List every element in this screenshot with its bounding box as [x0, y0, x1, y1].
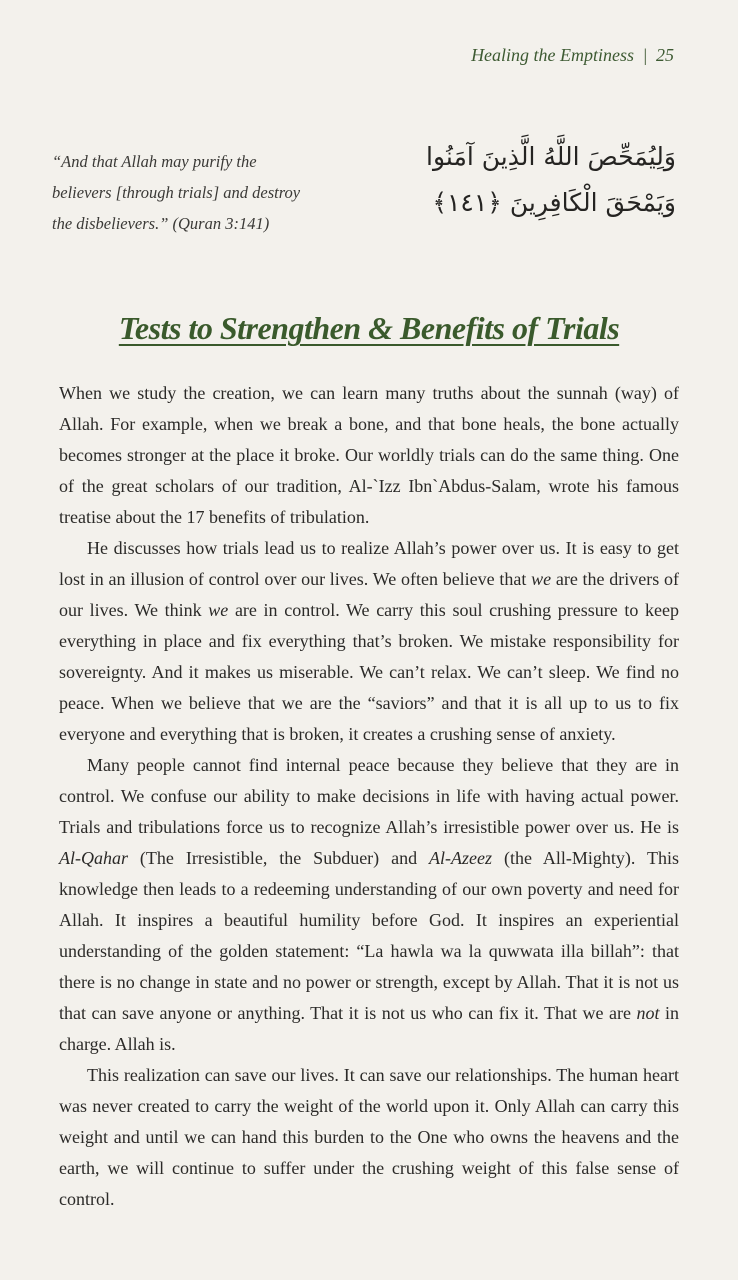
emphasis: we [531, 569, 552, 589]
paragraph: This realization can save our lives. It can save our relationships. The human heart was never created to carry the weight of the world upon it. Only Allah can carry this weight and until we can hand this burden to the One who owns the heavens and the earth, we will continue to suffer under the crushing weight of this false sense of control. [59, 1065, 679, 1209]
quote-translation-line: “And that Allah may purify the [52, 152, 257, 171]
text-run: (The Irresistible, the Subduer) and [128, 848, 430, 868]
running-header [471, 45, 674, 66]
book-title: Healing the Emptiness [471, 45, 635, 65]
quote-arabic-line: وَيَمْحَقَ الْكَافِرِينَ ﴿١٤١﴾ [432, 188, 676, 217]
page-number: 25 [656, 45, 674, 65]
quote-translation-line: the disbelievers.” (Quran 3:141) [52, 214, 270, 233]
body-text [59, 378, 679, 1215]
text-run: Many people cannot find internal peace because they believe that they are in control. We confuse our ability to make decisions in life with having actual power. Trials and tribulations force us to recognize Allah’s irresistible power over us. He is [59, 755, 679, 837]
quran-quote [0, 130, 738, 260]
paragraph: When we study the creation, we can learn many truths about the sunnah (way) of Allah. For example, when we break a bone, and that bone heals, the bone actually becomes stronger at the place it broke. Our worldly trials can do the same thing. One of the great scholars of our tradition, Al-`Izz Ibn`Abdus-Salam, wrote his famous treatise about the 17 benefits of tribulation. [59, 383, 679, 527]
section-title: Tests to Strengthen & Benefits of Trials [118, 310, 620, 346]
paragraph [59, 750, 679, 1060]
paragraph [59, 533, 679, 750]
quote-translation-line: believers [through trials] and destroy [52, 183, 301, 202]
quote-translation [52, 146, 322, 239]
quote-arabic [356, 134, 676, 226]
header-separator: | [642, 45, 648, 65]
text-run: are in control. We carry this soul crushing pressure to keep everything in place and fix everything that’s broken. We mistake responsibility for sovereignty. And it makes us miserable. We can’t relax. We can’t sleep. We find no peace. When we believe that we are the “saviors” and that it is all up to us to fix everyone and everything that is broken, it creates a crushing sense of anxiety. [59, 600, 679, 744]
emphasis: not [636, 1003, 660, 1023]
emphasis: we [208, 600, 229, 620]
text-run: (the All-Mighty). This knowledge then leads to a redeeming understanding of our own poverty and need for Allah. It inspires a beautiful humility before God. It inspires an experiential understanding of the golden statement: “La hawla wa la quwwata illa billah”: that there is no change in state and no power or strength, except by Allah. That it is not us that can save anyone or anything. That it is not us who can fix it. That we are [59, 848, 680, 1023]
emphasis: Al-Azeez [429, 848, 493, 868]
emphasis: Al-Qahar [59, 848, 128, 868]
text-run: in charge. Allah is. [59, 1003, 679, 1054]
text-run: are the drivers of our lives. We think [59, 569, 679, 620]
text-run: He discusses how trials lead us to realize Allah’s power over us. It is easy to get lost in an illusion of control over our lives. We often believe that [59, 538, 679, 589]
quote-arabic-line: وَلِيُمَحِّصَ اللَّهُ الَّذِينَ آمَنُوا [426, 142, 676, 171]
